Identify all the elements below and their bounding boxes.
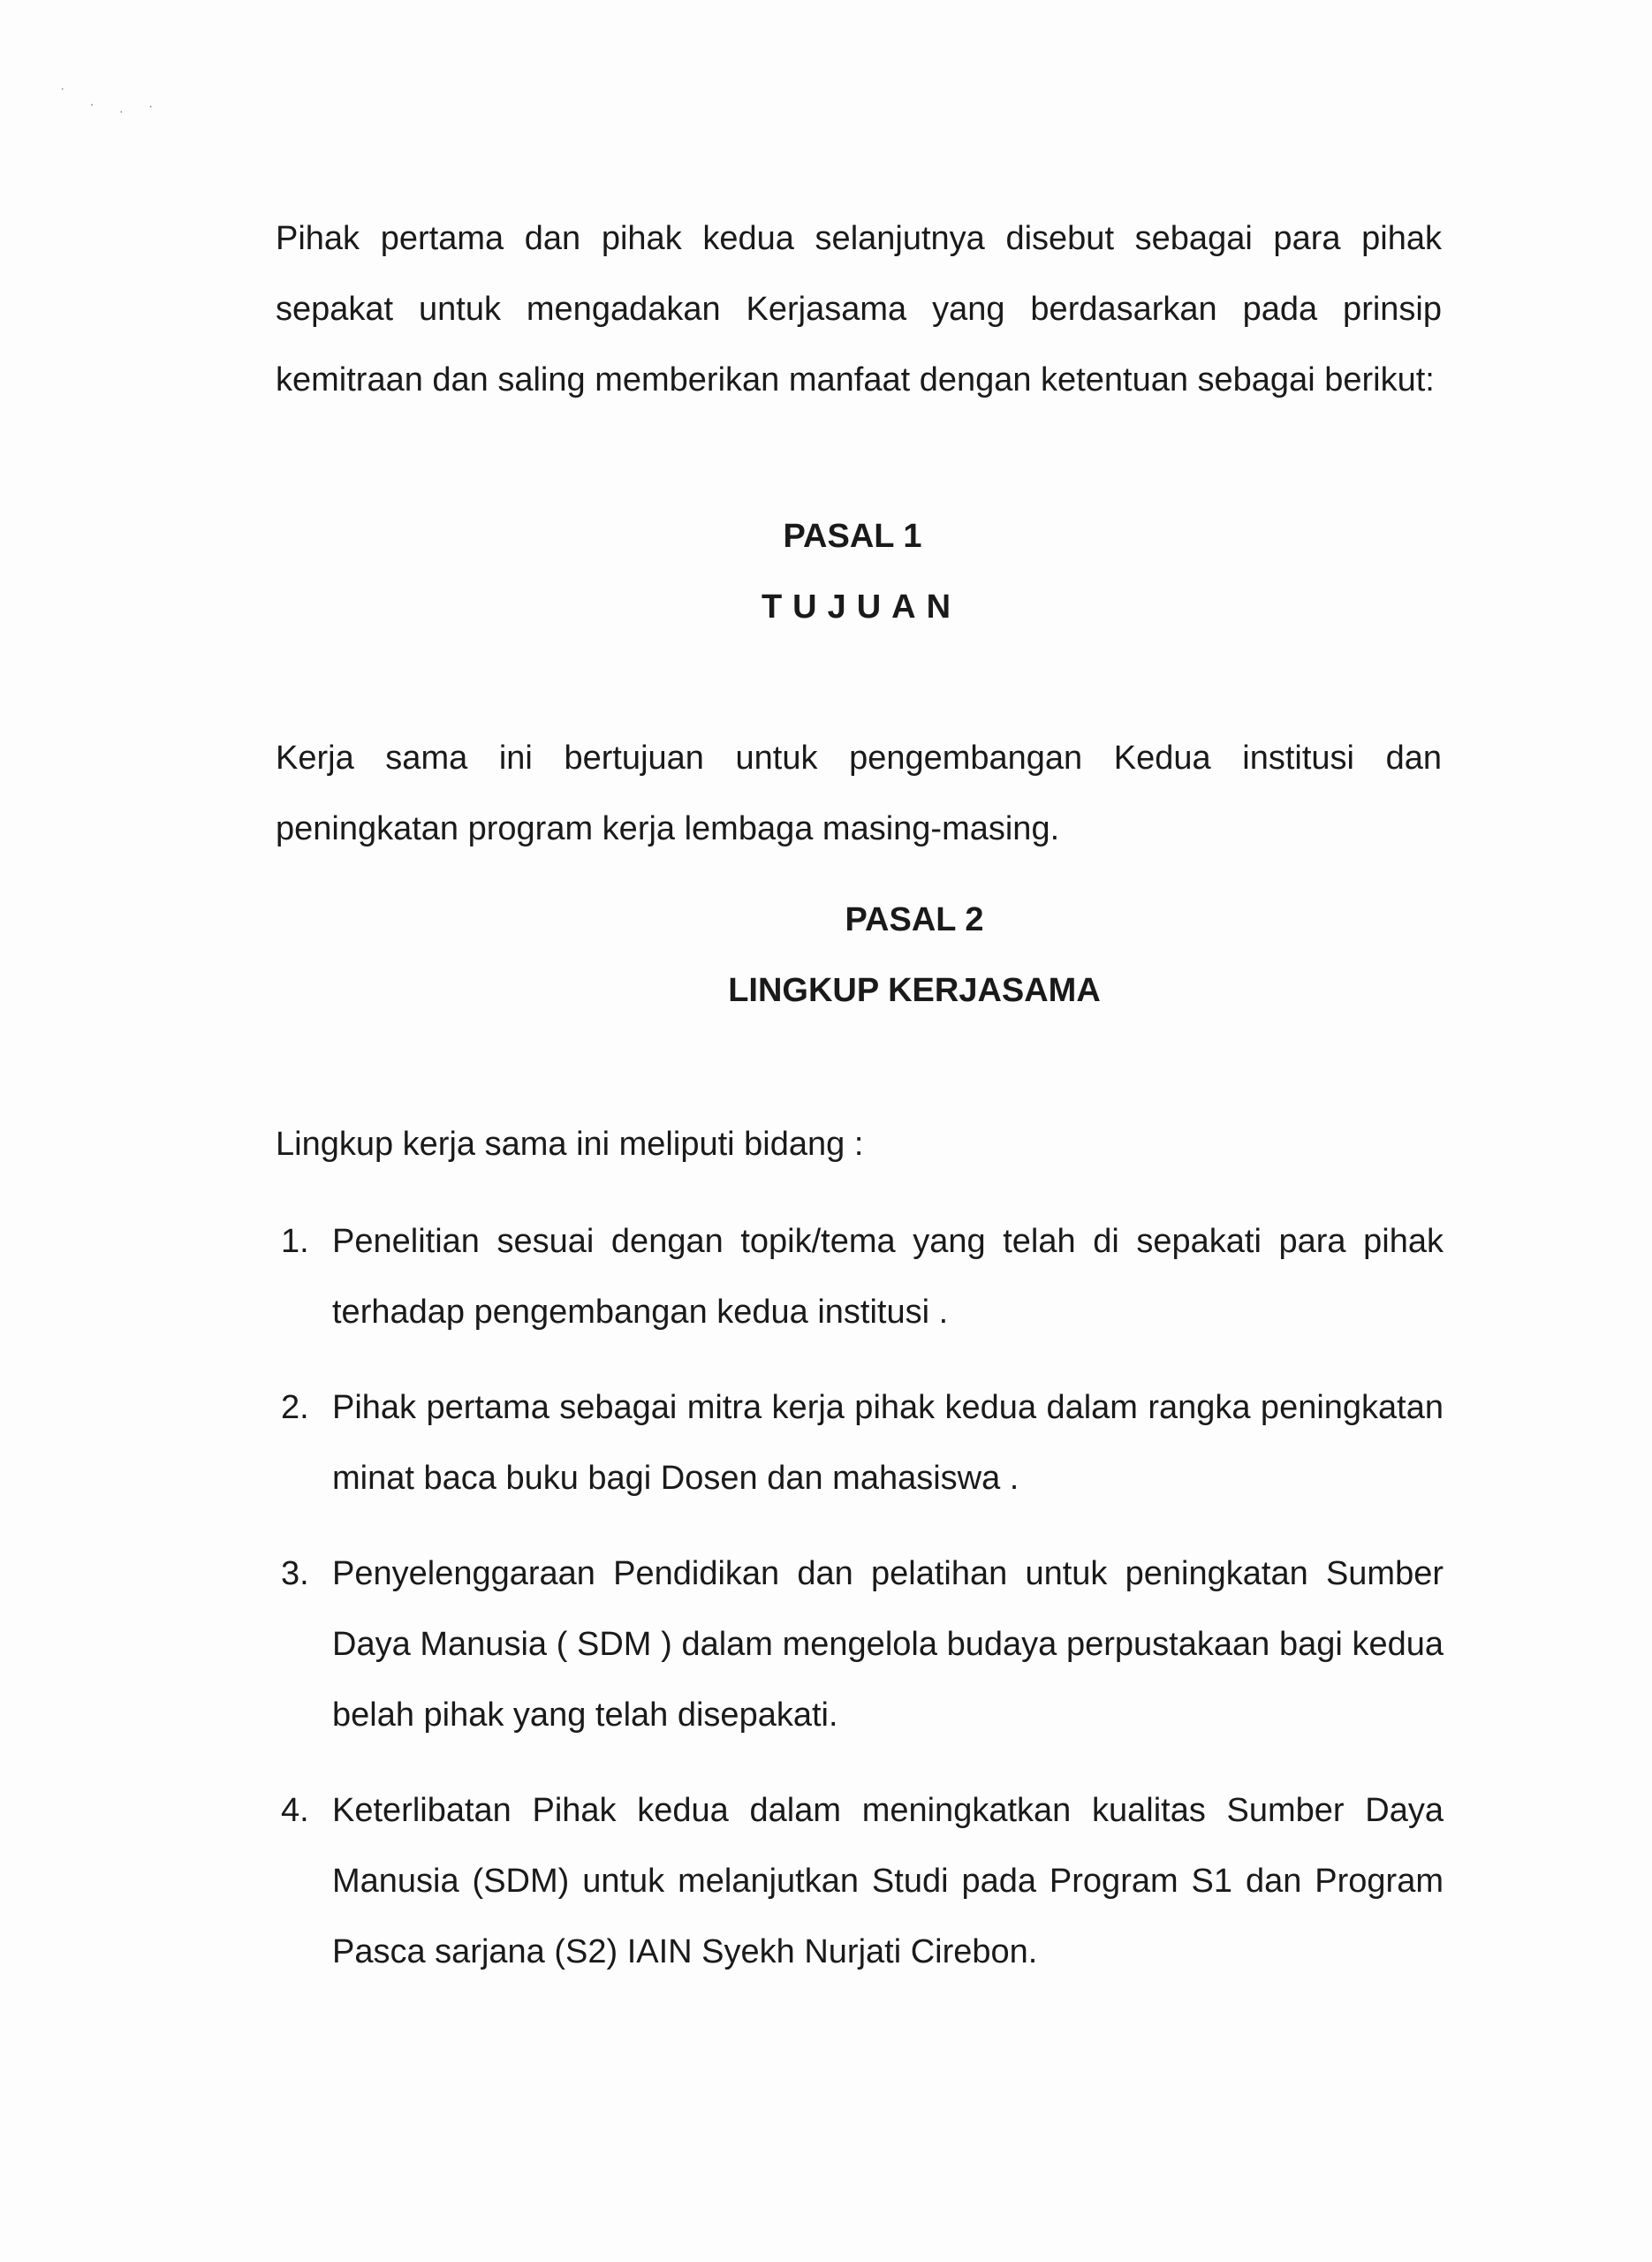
pasal-1-title: TUJUAN — [761, 588, 962, 626]
pasal-2-number: PASAL 2 — [845, 901, 984, 938]
list-item — [276, 1206, 1444, 1347]
pasal-2-intro: Lingkup kerja sama ini meliputi bidang : — [276, 1126, 864, 1163]
pasal-2-title: LINGKUP KERJASAMA — [728, 972, 1101, 1009]
list-item-text: Penyelenggaraan Pendidikan dan pelatihan untuk peningkatan Sumber Daya Manusia ( SDM ) dalam mengelola budaya perpustakaan bagi kedua belah pihak yang telah disepakati. — [332, 1555, 1444, 1734]
scope-list — [276, 1206, 1444, 2012]
list-item-number: 4. — [281, 1792, 309, 1829]
list-item — [276, 1775, 1444, 1987]
scan-specks: ···· — [60, 81, 178, 119]
list-item-text: Keterlibatan Pihak kedua dalam meningkatkan kualitas Sumber Daya Manusia (SDM) untuk melanjutkan Studi pada Program S1 dan Program Pasca sarjana (S2) IAIN Syekh Nurjati Cirebon. — [332, 1792, 1444, 1970]
pasal-1-number: PASAL 1 — [783, 518, 922, 555]
list-item-text: Pihak pertama sebagai mitra kerja pihak kedua dalam rangka peningkatan minat baca buku bagi Dosen dan mahasiswa . — [332, 1389, 1444, 1497]
pasal-1-text: Kerja sama ini bertujuan untuk pengembangan Kedua institusi dan peningkatan program kerja lembaga masing-masing. — [276, 740, 1442, 847]
intro-paragraph: Pihak pertama dan pihak kedua selanjutnya disebut sebagai para pihak sepakat untuk mengadakan Kerjasama yang berdasarkan pada prinsip kemitraan dan saling memberikan manfaat dengan ketentuan sebagai berikut: — [276, 220, 1442, 399]
list-item — [276, 1538, 1444, 1750]
list-item-number: 2. — [281, 1389, 309, 1426]
list-item-text: Penelitian sesuai dengan topik/tema yang telah di sepakati para pihak terhadap pengembangan kedua institusi . — [332, 1223, 1444, 1331]
list-item-number: 1. — [281, 1223, 309, 1260]
list-item-number: 3. — [281, 1555, 309, 1592]
list-item — [276, 1372, 1444, 1514]
